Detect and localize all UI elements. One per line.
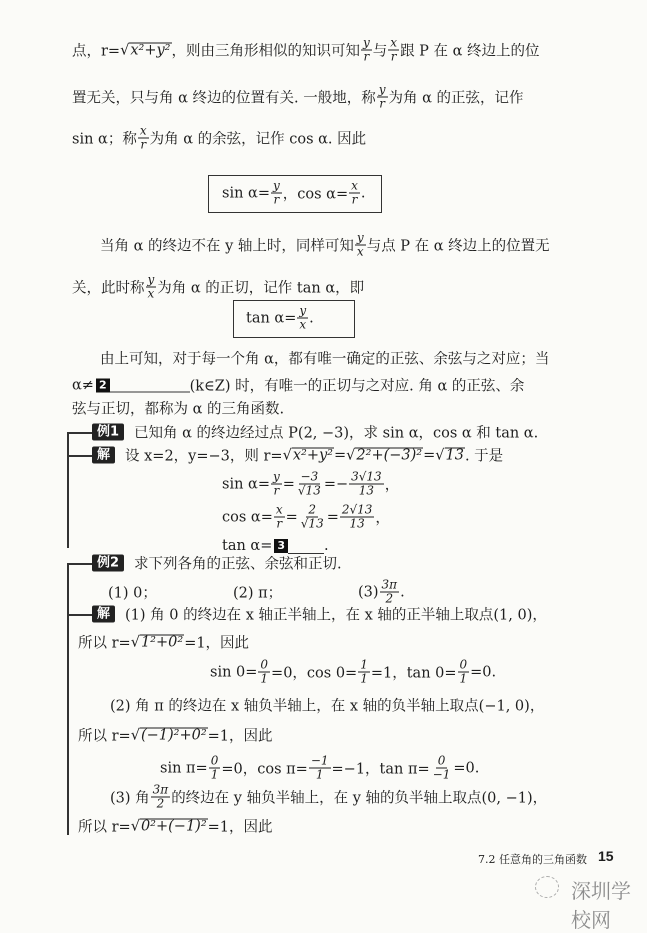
text-run: .: [324, 538, 329, 554]
denominator: r: [351, 192, 358, 207]
text-run: 为角 α 的正切，记作 tan α，即: [157, 280, 365, 297]
square-root: [435, 447, 465, 463]
numerator: 3π: [381, 577, 398, 592]
text-line: [100, 348, 549, 369]
numerator: 2√13: [341, 502, 373, 517]
numerator: −1: [310, 753, 329, 768]
text-line: [78, 632, 249, 653]
denominator: x: [299, 317, 307, 332]
text-run: =: [285, 509, 298, 525]
text-run: 所以 r=: [78, 819, 131, 836]
numerator: 0: [459, 657, 468, 672]
sub-question: (2) π；: [233, 585, 283, 602]
text-run: 与: [372, 43, 388, 60]
fraction: [361, 37, 372, 64]
square-root: [131, 727, 208, 743]
text-run: 设 x=2，y=−3，则 r=: [125, 448, 283, 465]
text-line: [72, 274, 364, 301]
text-line: [72, 398, 284, 419]
fraction: [309, 755, 331, 782]
text-line: [92, 604, 547, 625]
text-run: cos α=: [222, 509, 273, 525]
text-line: [72, 375, 524, 396]
denominator: r: [140, 137, 147, 152]
text-run: (1) 角 0 的终边在 x 轴正半轴上，在 x 轴的正半轴上取点(1, 0)，: [125, 607, 547, 624]
numerator: y: [272, 469, 280, 484]
fraction: [380, 579, 400, 606]
numerator: −3: [300, 469, 319, 484]
text-run: (2) 角 π 的终边在 x 轴负半轴上，在 x 轴的负半轴上取点(−1, 0)，: [110, 698, 545, 715]
text-run: =1，因此: [207, 728, 273, 745]
text-run: sin α=: [222, 476, 270, 492]
numerator: 2: [308, 502, 317, 517]
fraction: [274, 504, 285, 531]
denominator: 1: [315, 767, 324, 782]
text-run: sin π=: [160, 760, 208, 776]
text-run: 点，r=: [72, 43, 121, 60]
radical-sign-icon: √: [435, 447, 445, 463]
numerator: 3√13: [351, 469, 382, 484]
fill-in-blank[interactable]: [110, 378, 190, 393]
square-root: [283, 447, 334, 463]
text-run: (3) 角: [110, 790, 150, 807]
text-run: 为角 α 的正弦，记作: [388, 90, 524, 107]
radicand: 0²+(−1)²: [140, 818, 207, 834]
fraction: [258, 659, 270, 686]
denominator: r: [363, 49, 370, 64]
text-run: 求下列各角的正弦、余弦和正切.: [134, 556, 342, 573]
text-run: tan α=: [222, 538, 273, 554]
denominator: 13: [349, 516, 365, 531]
numerator: y: [356, 230, 364, 245]
denominator: x: [356, 244, 364, 259]
example2-tick: [67, 563, 93, 565]
text-line: [72, 84, 524, 111]
text-run: (3): [358, 584, 379, 600]
fraction: [358, 659, 370, 686]
page-number: 15: [598, 848, 614, 864]
text-line: [92, 553, 342, 574]
fraction: [349, 471, 384, 498]
numerator: 0: [260, 657, 269, 672]
fraction: [340, 504, 375, 531]
square-root: [131, 634, 184, 650]
text-run: sin α；称: [72, 131, 137, 148]
example-tag: 解: [92, 606, 115, 623]
square-root: [346, 447, 423, 463]
text-run: tan α=: [246, 310, 297, 326]
example-tag: 解: [92, 447, 115, 464]
text-line: [108, 579, 405, 606]
text-run: =: [423, 447, 436, 463]
text-run: =0，cos 0=: [271, 665, 358, 682]
text-line: [110, 784, 547, 811]
radicand: (−1)²+0²: [140, 727, 207, 743]
radicand: x²+y²: [292, 447, 333, 463]
text-line: [210, 659, 496, 686]
text-run: 由上可知，对于每一个角 α，都有唯一确定的正弦、余弦与之对应；当: [100, 351, 550, 368]
text-line: [72, 37, 540, 64]
numerator: x: [351, 178, 358, 193]
radical-sign-icon: √: [346, 447, 356, 463]
numerator: y: [272, 178, 280, 193]
text-run: =−: [323, 476, 349, 492]
denominator: 1: [360, 671, 368, 686]
fill-in-blank[interactable]: [288, 539, 324, 554]
denominator: x: [147, 286, 155, 301]
text-run: 为角 α 的余弦，记作 cos α. 因此: [149, 131, 367, 148]
watermark: 深圳学校网: [571, 879, 631, 932]
text-line: [222, 471, 399, 498]
fraction: [355, 232, 366, 259]
text-run: 弦与正切，都称为 α 的三角函数.: [72, 401, 285, 418]
denominator: r: [379, 96, 385, 111]
text-run: 与点 P 在 α 终边上的位置无: [366, 238, 550, 255]
fraction: [388, 37, 399, 64]
example1-tick: [67, 432, 93, 434]
text-line: [78, 725, 273, 746]
text-run: ，则由三角形相似的知识可知: [171, 43, 360, 60]
square-root: [131, 818, 208, 834]
denominator: 1: [260, 671, 269, 686]
text-run: =1，tan 0=: [370, 665, 457, 682]
radicand: 2²+(−3)²: [356, 447, 423, 463]
text-run: .: [360, 185, 366, 201]
text-line: [246, 305, 314, 332]
text-line: [160, 755, 479, 782]
radical-sign-icon: √: [130, 634, 140, 650]
example-tag: 例1: [92, 424, 124, 441]
numerator: y: [147, 272, 155, 287]
fraction: [151, 784, 171, 811]
text-run: =0.: [453, 760, 480, 776]
denominator: r: [273, 483, 280, 498]
denominator: r: [276, 516, 283, 531]
solution2-tick: [67, 614, 93, 616]
blank-number-marker: 2: [96, 378, 110, 392]
running-footer: 7.2 任意角的三角函数: [478, 853, 587, 866]
text-run: . 于是: [464, 448, 504, 465]
example1-bracket: [67, 432, 69, 548]
text-run: 所以 r=: [78, 728, 131, 745]
text-run: 跟 P 在 α 终边上的位: [400, 43, 540, 60]
fraction: [299, 504, 326, 531]
square-root: [120, 42, 171, 58]
text-run: .: [400, 584, 405, 600]
text-run: 所以 r=: [78, 635, 131, 652]
denominator: r: [390, 49, 397, 64]
text-line: [222, 504, 390, 531]
denominator: r: [273, 192, 280, 207]
numerator: 3π: [152, 782, 169, 797]
denominator: 2: [156, 796, 165, 811]
fraction: [377, 84, 388, 111]
fraction: [349, 180, 360, 207]
text-run: =: [334, 447, 347, 463]
numerator: 1: [360, 657, 368, 672]
denominator: √13: [297, 483, 321, 498]
numerator: y: [378, 82, 386, 97]
fraction: [271, 471, 282, 498]
text-line: [78, 816, 273, 837]
radicand: x²+y²: [130, 42, 171, 58]
denominator: 1: [459, 671, 468, 686]
fraction: [297, 305, 308, 332]
text-line: [92, 445, 503, 466]
denominator: −1: [432, 767, 451, 782]
radicand: 13: [445, 447, 464, 463]
text-run: sin 0=: [210, 664, 258, 680]
text-run: =: [282, 476, 295, 492]
wechat-icon: [535, 876, 559, 898]
numerator: x: [139, 123, 147, 138]
radicand: 1²+0²: [140, 634, 184, 650]
text-line: [92, 422, 538, 443]
radical-sign-icon: √: [130, 727, 140, 743]
radical-sign-icon: √: [120, 42, 130, 58]
numerator: y: [363, 35, 370, 50]
sub-question: (1) 0；: [108, 585, 157, 602]
text-line: [100, 232, 550, 259]
denominator: √13: [300, 516, 324, 531]
text-line: [110, 695, 544, 716]
text-line: [222, 180, 365, 207]
denominator: 2: [385, 591, 394, 606]
text-run: =1，因此: [184, 635, 250, 652]
text-run: 置无关，只与角 α 终边的位置有关. 一般地，称: [72, 90, 376, 107]
text-run: 已知角 α 的终边经过点 P(2, −3)，求 sin α，cos α 和 tan α.: [134, 425, 539, 442]
numerator: x: [390, 35, 398, 50]
fraction: [458, 659, 470, 686]
example-tag: 例2: [92, 555, 124, 572]
text-run: α≠: [72, 377, 94, 393]
denominator: 13: [358, 483, 375, 498]
numerator: 0: [210, 753, 219, 768]
text-run: (k∈Z) 时，有唯一的正切与之对应. 角 α 的正弦、余: [189, 378, 525, 395]
text-run: =0.: [470, 664, 497, 680]
text-run: ，: [384, 477, 400, 494]
fraction: [209, 755, 221, 782]
denominator: 1: [210, 767, 219, 782]
radical-sign-icon: √: [130, 818, 140, 834]
numerator: y: [299, 303, 307, 318]
text-run: 的终边在 y 轴负半轴上，在 y 轴的负半轴上取点(0, −1)，: [171, 790, 548, 807]
radical-sign-icon: √: [282, 447, 292, 463]
fraction: [296, 471, 323, 498]
text-run: =: [326, 509, 339, 525]
fraction: [146, 274, 157, 301]
text-line: [72, 125, 366, 152]
text-run: =1，因此: [207, 819, 273, 836]
fraction: [431, 755, 453, 782]
text-run: sin α=: [222, 185, 270, 201]
blank-number-marker: 3: [274, 539, 288, 553]
text-run: ，cos α=: [282, 186, 349, 203]
text-run: 当角 α 的终边不在 y 轴上时，同样可知: [100, 238, 354, 255]
numerator: 0: [437, 753, 446, 768]
numerator: x: [275, 502, 283, 517]
text-run: ，: [375, 510, 390, 527]
text-run: =−1，tan π=: [331, 761, 430, 778]
fraction: [138, 125, 149, 152]
text-run: 关，此时称: [72, 280, 145, 297]
solution1-tick: [67, 455, 93, 457]
text-run: =0，cos π=: [221, 761, 308, 778]
text-run: .: [309, 310, 314, 326]
fraction: [271, 180, 282, 207]
example2-bracket: [67, 563, 69, 835]
